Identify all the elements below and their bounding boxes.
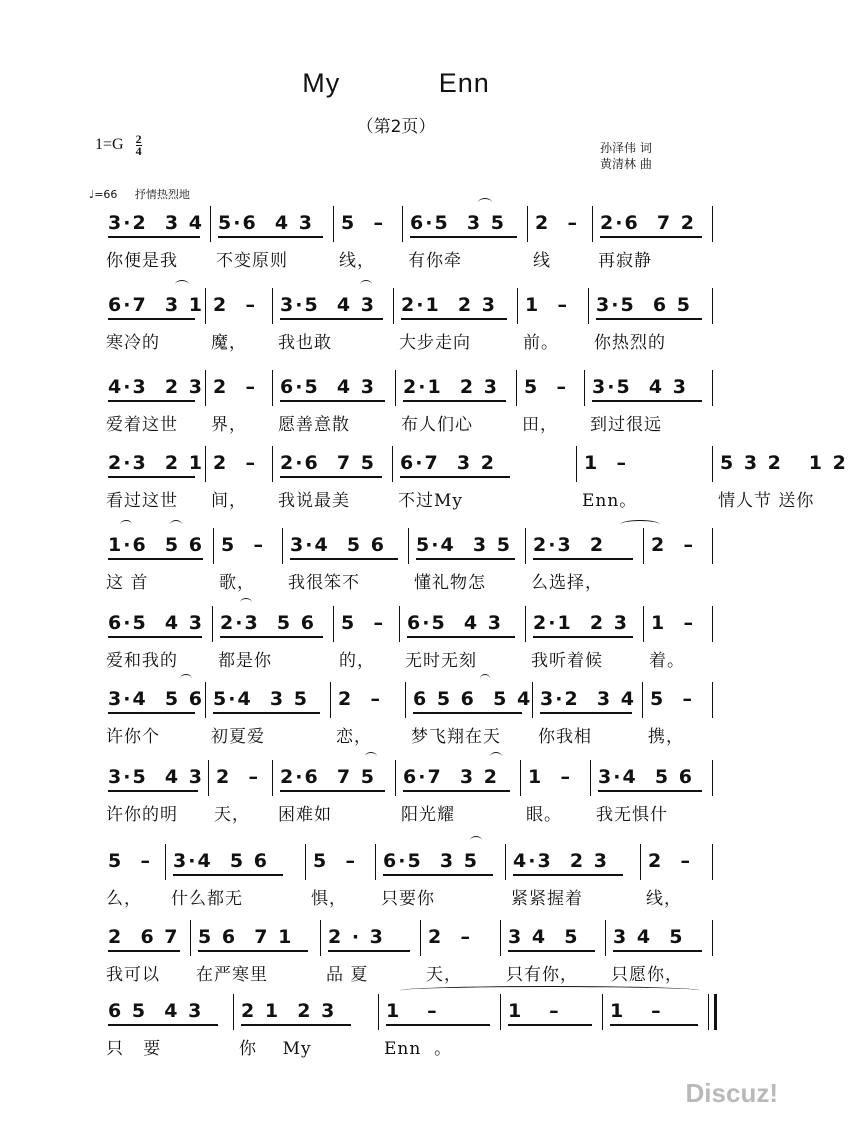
measure-notes: 5 – xyxy=(221,534,265,556)
bar-line xyxy=(640,844,641,880)
measure-notes: 6·5 3 5 xyxy=(410,212,506,234)
bar-line xyxy=(525,528,526,564)
bar-line xyxy=(272,288,273,324)
bar-line xyxy=(165,844,166,880)
beam-underline xyxy=(400,476,510,478)
bar-line xyxy=(584,370,585,406)
bar-line xyxy=(712,844,713,880)
bar-line xyxy=(712,682,713,718)
measure-notes: 1 – xyxy=(584,452,628,474)
lyric-text: 大步走向 xyxy=(399,333,471,353)
bar-line xyxy=(210,206,211,242)
score-row xyxy=(0,760,792,830)
lyric-text: 我也敢 xyxy=(278,333,332,353)
lyric-text: 不过My xyxy=(398,491,464,511)
beam-underline xyxy=(610,1024,698,1026)
measure-notes: 6·7 3 2 xyxy=(400,452,496,474)
lyric-text: 你 My xyxy=(239,1039,312,1059)
bar-line xyxy=(205,682,206,718)
measure-notes: 3·2 3 4 xyxy=(108,212,204,234)
lyric-text: 看过这世 xyxy=(106,491,178,511)
measure-notes: 5 – xyxy=(524,376,568,398)
bar-line xyxy=(233,994,234,1030)
lyric-text: 这 首 xyxy=(106,573,149,593)
lyric-text: 只 要 xyxy=(106,1039,162,1059)
bar-line xyxy=(375,844,376,880)
bar-line xyxy=(205,446,206,482)
measure-notes: 3·2 3 4 xyxy=(540,688,636,710)
lyric-text: 愿善意散 xyxy=(278,415,350,435)
bar-line xyxy=(333,206,334,242)
beam-underline xyxy=(592,400,702,402)
measure-notes: 3·5 4 3 xyxy=(592,376,688,398)
beam-underline xyxy=(416,558,515,560)
bar-line xyxy=(212,606,213,642)
bar-line xyxy=(590,760,591,796)
lyric-text: 我听着候 xyxy=(531,651,603,671)
slur-mark xyxy=(175,280,189,289)
bar-line xyxy=(399,606,400,642)
bar-line xyxy=(333,606,334,642)
measure-notes: 5 – xyxy=(341,212,385,234)
beam-underline xyxy=(598,790,702,792)
lyric-text: 惧， xyxy=(311,889,347,909)
page-subtitle: （第2页） xyxy=(356,117,436,137)
slur-mark xyxy=(360,280,372,289)
watermark-logo: Discuz! xyxy=(685,1078,778,1108)
beam-underline xyxy=(108,476,195,478)
bar-line xyxy=(213,528,214,564)
lyric-text: 线 xyxy=(533,251,551,271)
bar-line xyxy=(712,606,713,642)
measure-notes: 2·6 7 5 xyxy=(280,766,376,788)
bar-line xyxy=(592,206,593,242)
bar-line xyxy=(643,606,644,642)
lyric-text: 只愿你， xyxy=(611,965,683,985)
lyric-text: 在严寒里 xyxy=(196,965,268,985)
lyric-text: 我可以 xyxy=(106,965,160,985)
lyric-text: Enn 。 xyxy=(384,1039,453,1059)
lyric-text: 寒冷的 xyxy=(106,333,160,353)
lyric-text: 到过很远 xyxy=(590,415,662,435)
measure-notes: 2·1 2 3 xyxy=(403,376,499,398)
bar-line xyxy=(395,370,396,406)
beam-underline xyxy=(533,558,633,560)
beam-underline xyxy=(533,636,633,638)
score-row xyxy=(0,920,792,990)
measure-notes: 2 – xyxy=(213,294,257,316)
beam-underline xyxy=(108,950,180,952)
beam-underline xyxy=(401,318,507,320)
beam-underline xyxy=(413,712,522,714)
beam-underline xyxy=(173,874,283,876)
bar-line xyxy=(392,446,393,482)
lyric-text: 前。 xyxy=(523,333,559,353)
measure-notes: 2 – xyxy=(338,688,382,710)
bar-line xyxy=(588,288,589,324)
beam-underline xyxy=(213,712,320,714)
measure-notes: 3·5 6 5 xyxy=(596,294,692,316)
measure-notes: 3·5 4 3 xyxy=(280,294,376,316)
composer-credit: 黄清林 曲 xyxy=(600,157,652,171)
slur-mark xyxy=(400,986,700,995)
measure-notes: 5 6 7 1 xyxy=(198,926,294,948)
lyric-text: 么选择， xyxy=(531,573,603,593)
measure-notes: 2 – xyxy=(651,534,695,556)
lyric-text: 初夏爱 xyxy=(211,727,265,747)
bar-line xyxy=(602,994,603,1030)
lyric-text: 情人节 送你 xyxy=(718,491,815,511)
beam-underline xyxy=(403,400,506,402)
bar-line xyxy=(576,446,577,482)
bar-line xyxy=(708,994,709,1030)
score-row xyxy=(0,606,792,676)
measure-notes: 2 – xyxy=(213,452,257,474)
slur-mark xyxy=(490,752,502,761)
bar-line xyxy=(605,920,606,956)
measure-notes: 2·3 2 xyxy=(533,534,606,556)
measure-notes: 1 – xyxy=(651,612,695,634)
key-label: 1=G xyxy=(95,136,124,154)
beam-underline xyxy=(410,236,517,238)
bar-line xyxy=(532,682,533,718)
beam-underline xyxy=(508,1024,592,1026)
slur-mark xyxy=(240,598,252,607)
lyricist-credit: 孙泽伟 词 xyxy=(600,141,652,155)
measure-notes: 3·4 5 6 xyxy=(173,850,269,872)
slur-mark xyxy=(478,198,492,207)
measure-notes: 5 – xyxy=(341,612,385,634)
slur-mark xyxy=(620,520,660,529)
beam-underline xyxy=(218,236,323,238)
beam-underline xyxy=(407,636,515,638)
measure-notes: 6·5 3 5 xyxy=(383,850,479,872)
lyric-text: 恋， xyxy=(336,727,372,747)
lyric-text: 你我相 xyxy=(538,727,592,747)
bar-line xyxy=(205,288,206,324)
measure-notes: 6 5 4 3 xyxy=(108,1000,204,1022)
beam-underline xyxy=(108,400,195,402)
score-row xyxy=(0,288,792,358)
bar-line xyxy=(405,682,406,718)
measure-notes: 6·7 3 1 xyxy=(108,294,204,316)
measure-notes: 1 – xyxy=(508,1000,561,1022)
lyric-text: 你便是我 xyxy=(106,251,178,271)
lyric-text: 有你牵 xyxy=(408,251,462,271)
lyric-text: 你热烈的 xyxy=(594,333,666,353)
lyric-text: 什么都无 xyxy=(171,889,243,909)
lyric-text: 阳光耀 xyxy=(401,805,455,825)
lyric-text: 线， xyxy=(339,251,375,271)
measure-notes: 3·4 5 6 xyxy=(108,688,204,710)
measure-notes: 2 – xyxy=(428,926,472,948)
lyric-text: 品 夏 xyxy=(326,965,369,985)
beam-underline xyxy=(613,950,702,952)
beam-underline xyxy=(600,236,702,238)
bar-line xyxy=(393,288,394,324)
bar-line xyxy=(272,446,273,482)
lyric-text: 都是你 xyxy=(218,651,272,671)
key-signature xyxy=(95,134,142,157)
measure-notes: 5 – xyxy=(108,850,152,872)
lyric-text: 不变原则 xyxy=(216,251,288,271)
bar-line xyxy=(408,528,409,564)
beam-underline xyxy=(108,636,202,638)
bar-line xyxy=(272,370,273,406)
bar-line xyxy=(520,760,521,796)
lyric-text: 天， xyxy=(426,965,462,985)
beam-underline xyxy=(328,950,410,952)
measure-notes: 2·3 5 6 xyxy=(220,612,316,634)
beam-underline xyxy=(108,712,195,714)
beam-underline xyxy=(280,318,383,320)
bar-line xyxy=(500,994,501,1030)
lyric-text: 只要你 xyxy=(381,889,435,909)
bar-line xyxy=(712,760,713,796)
beam-underline xyxy=(198,950,308,952)
bar-line xyxy=(320,920,321,956)
bar-line xyxy=(712,446,713,482)
lyric-text: 间， xyxy=(211,491,247,511)
measure-notes: 2 – xyxy=(216,766,260,788)
lyric-text: 线， xyxy=(646,889,682,909)
lyric-text: 的， xyxy=(339,651,375,671)
slur-mark xyxy=(470,836,482,845)
measure-notes: 2 – xyxy=(535,212,579,234)
lyric-text: 紧紧握着 xyxy=(511,889,583,909)
measure-notes: 5 – xyxy=(650,688,694,710)
bar-line xyxy=(712,528,713,564)
measure-notes: 6·5 4 3 xyxy=(108,612,204,634)
beam-underline xyxy=(280,476,382,478)
score-row xyxy=(0,446,848,516)
beam-underline xyxy=(108,318,195,320)
measure-notes: 5·6 4 3 xyxy=(218,212,314,234)
bar-line xyxy=(714,994,717,1030)
bar-line xyxy=(402,206,403,242)
slur-mark xyxy=(180,674,192,683)
beam-underline xyxy=(108,790,198,792)
beam-underline xyxy=(220,636,323,638)
score-row xyxy=(0,370,792,440)
lyric-text: 田， xyxy=(522,415,558,435)
lyric-text: 梦飞翔在天 xyxy=(411,727,501,747)
lyric-text: 布人们心 xyxy=(401,415,473,435)
beam-underline xyxy=(386,1024,490,1026)
measure-notes: 2·1 2 3 xyxy=(533,612,629,634)
bar-line xyxy=(516,370,517,406)
measure-notes: 1 – xyxy=(525,294,569,316)
beam-underline xyxy=(403,790,510,792)
bar-line xyxy=(712,206,713,242)
expression-mark: 抒情热烈地 xyxy=(134,188,190,201)
beam-underline xyxy=(241,1024,351,1026)
bar-line xyxy=(305,844,306,880)
lyric-text: 携， xyxy=(648,727,684,747)
lyric-text: 着。 xyxy=(649,651,685,671)
measure-notes: 2·6 7 5 xyxy=(280,452,376,474)
bar-line xyxy=(505,844,506,880)
bar-line xyxy=(272,760,273,796)
lyric-text: 许你个 xyxy=(106,727,160,747)
lyric-text: 困难如 xyxy=(278,805,332,825)
measure-notes: 2 1 2 3 xyxy=(241,1000,337,1022)
lyric-text: 我很笨不 xyxy=(288,573,360,593)
measure-notes: 5 3 2 1 2 xyxy=(720,452,848,474)
beam-underline xyxy=(108,236,200,238)
lyric-text: 魔， xyxy=(211,333,247,353)
bar-line xyxy=(712,920,713,956)
song-title: My Enn xyxy=(302,68,490,98)
lyric-text: 爱着这世 xyxy=(106,415,178,435)
beam-underline xyxy=(290,558,398,560)
measure-notes: 6·5 4 3 xyxy=(407,612,503,634)
bar-line xyxy=(190,920,191,956)
slur-mark xyxy=(170,520,182,529)
lyric-text: 爱和我的 xyxy=(106,651,178,671)
measure-notes: 6 5 6 5 4 xyxy=(413,688,533,710)
bar-line xyxy=(712,370,713,406)
lyric-text: 我说最美 xyxy=(278,491,350,511)
measure-notes: 2 6 7 xyxy=(108,926,180,948)
lyric-text: 眼。 xyxy=(526,805,562,825)
bar-line xyxy=(395,760,396,796)
lyric-text: 么， xyxy=(106,889,142,909)
tempo-line xyxy=(89,186,190,202)
bar-line xyxy=(712,288,713,324)
measure-notes: 3·5 4 3 xyxy=(108,766,204,788)
beam-underline xyxy=(508,950,595,952)
score-row xyxy=(0,844,792,914)
lyric-text: 歌， xyxy=(219,573,255,593)
measure-notes: 2·1 2 3 xyxy=(401,294,497,316)
measure-notes: 6·7 3 2 xyxy=(403,766,499,788)
measure-notes: 2 · 3 xyxy=(328,926,385,948)
bar-line xyxy=(643,528,644,564)
lyric-text: 天， xyxy=(214,805,250,825)
beam-underline xyxy=(596,318,702,320)
beam-underline xyxy=(513,874,623,876)
time-signature-bottom: 4 xyxy=(135,144,142,158)
score-row xyxy=(0,994,792,1064)
measure-notes: 2·3 2 1 xyxy=(108,452,204,474)
slur-mark xyxy=(120,520,132,529)
measure-notes: 2 – xyxy=(648,850,692,872)
score-row xyxy=(0,528,792,598)
bar-line xyxy=(517,288,518,324)
bar-line xyxy=(527,206,528,242)
lyric-text: 我无惧什 xyxy=(596,805,668,825)
time-signature-top: 2 xyxy=(135,132,142,146)
tempo-mark: ♩=66 xyxy=(89,188,118,201)
beam-underline xyxy=(108,558,203,560)
measure-notes: 1 – xyxy=(610,1000,663,1022)
score-row xyxy=(0,206,792,276)
beam-underline xyxy=(540,712,632,714)
lyric-text: 再寂静 xyxy=(598,251,652,271)
score-row xyxy=(0,682,792,752)
beam-underline xyxy=(280,790,385,792)
measure-notes: 2 – xyxy=(213,376,257,398)
bar-line xyxy=(378,994,379,1030)
slur-mark xyxy=(480,674,490,683)
bar-line xyxy=(500,920,501,956)
measure-notes: 4·3 2 3 xyxy=(513,850,609,872)
measure-notes: 1 – xyxy=(386,1000,439,1022)
time-signature xyxy=(136,134,142,157)
bar-line xyxy=(525,606,526,642)
measure-notes: 5·4 3 5 xyxy=(213,688,309,710)
lyric-text: 无时无刻 xyxy=(405,651,477,671)
bar-line xyxy=(642,682,643,718)
lyric-text: 懂礼物怎 xyxy=(414,573,486,593)
measure-notes: 2·6 7 2 xyxy=(600,212,696,234)
lyric-text: 许你的明 xyxy=(106,805,178,825)
lyric-text: 界， xyxy=(211,415,247,435)
measure-notes: 6·5 4 3 xyxy=(280,376,376,398)
slur-mark xyxy=(365,752,377,761)
measure-notes: 4·3 2 3 xyxy=(108,376,204,398)
lyric-text: Enn。 xyxy=(582,491,638,511)
measure-notes: 3·4 5 6 xyxy=(290,534,386,556)
measure-notes: 5·4 3 5 xyxy=(416,534,512,556)
bar-line xyxy=(420,920,421,956)
measure-notes: 1·6 5 6 xyxy=(108,534,204,556)
bar-line xyxy=(282,528,283,564)
measure-notes: 5 – xyxy=(313,850,357,872)
bar-line xyxy=(205,370,206,406)
beam-underline xyxy=(383,874,493,876)
measure-notes: 1 – xyxy=(528,766,572,788)
bar-line xyxy=(208,760,209,796)
bar-line xyxy=(330,682,331,718)
lyric-text: 只有你， xyxy=(506,965,578,985)
measure-notes: 3 4 5 xyxy=(613,926,685,948)
beam-underline xyxy=(280,400,385,402)
measure-notes: 3 4 5 xyxy=(508,926,580,948)
measure-notes: 3·4 5 6 xyxy=(598,766,694,788)
beam-underline xyxy=(108,1024,218,1026)
